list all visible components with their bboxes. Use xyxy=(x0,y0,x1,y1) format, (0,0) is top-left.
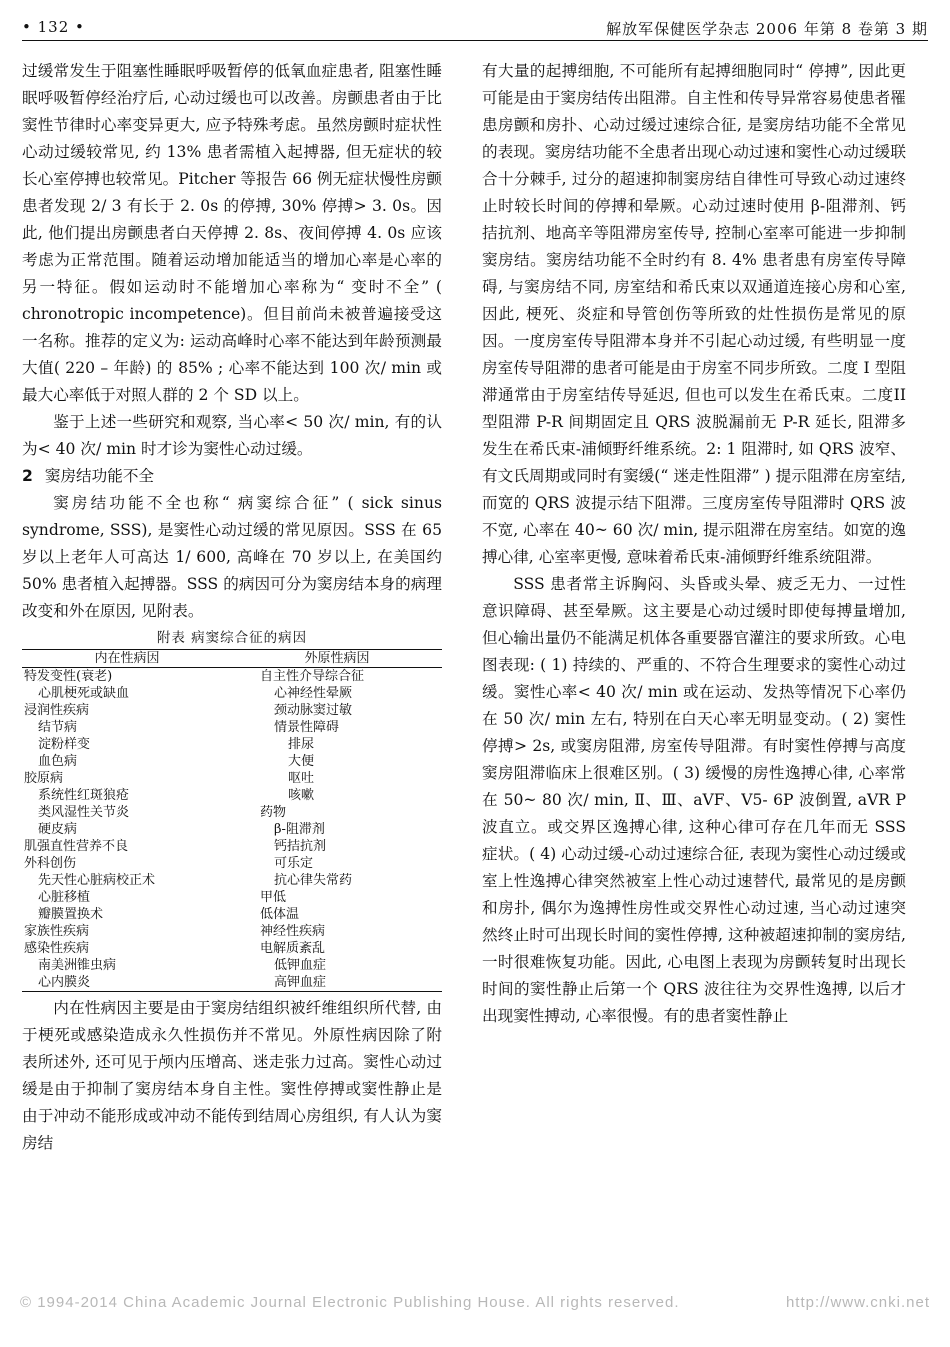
extrinsic-cell: 心神经性晕厥 xyxy=(274,686,353,701)
extrinsic-cell: 低钾血症 xyxy=(274,958,327,973)
extrinsic-cell: 低体温 xyxy=(260,907,300,922)
extrinsic-cell: 情景性障碍 xyxy=(274,720,340,735)
intrinsic-cell: 淀粉样变 xyxy=(38,737,91,752)
extrinsic-cell: 颈动脉窦过敏 xyxy=(274,703,353,718)
table-row xyxy=(22,940,442,957)
intrinsic-cell: 感染性疾病 xyxy=(24,941,90,956)
table-row xyxy=(22,702,442,719)
intrinsic-cell: 类风湿性关节炎 xyxy=(38,805,130,820)
intrinsic-cell: 瓣膜置换术 xyxy=(38,907,104,922)
section-title: 窦房结功能不全 xyxy=(44,467,155,485)
table-row xyxy=(22,957,442,974)
right-paragraph-1: 有大量的起搏细胞, 不可能所有起搏细胞同时“ 停搏”, 因此更可能是由于窦房结传出阻滞。自主性和传导异常容易使患者罹患房颤和房扑、心动过缓过速综合征, 是窦房结功能不全常见的表现。窦房结功能不全患者出现心动过速和窦性心动过缓联合十分棘手, 过分的超速抑制窦房结自律性可导致心动过速终止时较长时间的停搏和晕厥。心动过速时使用 β-阻滞剂、钙拮抗剂、地高辛等阻滞房室传导, 控制心室率可能进一步抑制窦房结。窦房结功能不全时约有 8. 4% 患者患有房室传导障碍, 与窦房结不同, 房室结和希氏束以双通道连接心房和心室, 因此, 梗死、炎症和导管创伤等所致的灶性损伤是常见的原因。一度房室传导阻滞本身并不引起心动过缓, 有些明显一度房室传导阻滞的患者可能是由于房室不同步所致。二度 I 型阻滞通常由于房室结传导延迟, 但也可以发生在希氏束。二度II型阻滞 P-R 间期固定且 QRS 波脱漏前无 P-R 延长, 阻滞多发生在希氏束-浦倾野纤维系统。2: 1 阻滞时, 如 QRS 波窄、有文氏周期或同时有窦缓(“ 迷走性阻滞” ) 提示阻滞在房室结, 而宽的 QRS 波提示结下阻滞。三度房室传导阻滞时 QRS 波不宽, 心率在 40~ 60 次/ min, 提示阻滞在房室结。如宽的逸搏心律, 心室率更慢, 意味着希氏束-浦倾野纤维系统阻滞。 xyxy=(482,62,906,566)
table-row xyxy=(22,787,442,804)
table-row xyxy=(22,923,442,940)
intrinsic-cell: 系统性红斑狼疮 xyxy=(38,788,130,803)
table-row xyxy=(22,719,442,736)
table-row xyxy=(22,736,442,753)
table-row xyxy=(22,685,442,702)
table-row xyxy=(22,804,442,821)
intrinsic-cell: 家族性疾病 xyxy=(24,924,90,939)
extrinsic-cell: 大便 xyxy=(288,754,315,769)
etiology-table xyxy=(22,649,442,992)
table-header-intrinsic: 内在性病因 xyxy=(22,650,232,668)
table-row xyxy=(22,753,442,770)
intrinsic-cell: 心内膜炎 xyxy=(22,974,232,992)
copyright-footer xyxy=(20,1294,930,1318)
extrinsic-cell: 自主性介导综合征 xyxy=(260,669,365,684)
table-row xyxy=(22,668,442,686)
intrinsic-cell: 外科创伤 xyxy=(24,856,77,871)
table-row xyxy=(22,974,442,992)
table-row xyxy=(22,770,442,787)
right-paragraph-2: SSS 患者常主诉胸闷、头昏或头晕、疲乏无力、一过性意识障碍、甚至晕厥。这主要是心动过缓时即使每搏量增加, 但心输出量仍不能满足机体各重要器官灌注的要求所致。心电图表现: ( 1) 持续的、严重的、不符合生理要求的窦性心动过缓。窦性心率< 40 次/ min 或在运动、发热等情况下心率仍在 50 次/ min 左右, 特别在白天心率无明显变动。( 2) 窦性停搏> 2s, 或窦房阻滞, 房室传导阻滞。有时窦性停搏与高度窦房阻滞临床上很难区别。( 3) 缓慢的房性逸搏心律, 心率常在 50~ 80 次/ min, Ⅱ、Ⅲ、aVF、V5- 6P 波倒置, aVR P 波直立。或交界区逸搏心律, 这种心律可存在几年而无 SSS 症状。( 4) 心动过缓-心动过速综合征, 表现为窦性心动过缓或室上性逸搏心律突然被室上性心动过速替代, 最常见的是房颤和房扑, 偶尔为逸搏性房性或交界性心动过速, 当心动过速突然终止时可出现长时间的窦性停搏, 这种被超速抑制的窦房结, 一时很难恢复功能。因此, 心电图上表现为房颤转复时出现长时间的窦性静止后第一个 QRS 波往往为交界性逸搏, 以后才出现窦性搏动, 心率很慢。有的患者窦性静止 xyxy=(482,575,906,1025)
table-caption: 附表 病窦综合征的病因 xyxy=(156,630,308,646)
section-heading-2 xyxy=(22,463,442,490)
copyright-text: © 1994-2014 China Academic Journal Electronic Publishing House. All rights reserved. xyxy=(20,1294,680,1311)
extrinsic-cell: 钙拮抗剂 xyxy=(274,839,327,854)
intrinsic-cell: 浸润性疾病 xyxy=(24,703,90,718)
table-row xyxy=(22,821,442,838)
left-paragraph-4: 内在性病因主要是由于窦房结组织被纤维组织所代替, 由于梗死或感染造成永久性损伤并不常见。外原性病因除了附表所述外, 还可见于颅内压增高、迷走张力过高。窦性心动过缓是由于抑制了窦房结本身自主性。窦性停搏或窦性静止是由于冲动不能形成或冲动不能传到结周心房组织, 有人认为窦房结 xyxy=(22,999,442,1152)
intrinsic-cell: 先天性心脏病校正术 xyxy=(38,873,156,888)
extrinsic-cell: 甲低 xyxy=(260,890,287,905)
intrinsic-cell: 胶原病 xyxy=(24,771,64,786)
intrinsic-cell: 血色病 xyxy=(38,754,78,769)
left-column xyxy=(22,58,442,1157)
intrinsic-cell: 硬皮病 xyxy=(38,822,78,837)
header-rule xyxy=(22,40,928,41)
extrinsic-cell: 药物 xyxy=(260,805,287,820)
extrinsic-cell: 咳嗽 xyxy=(288,788,315,803)
left-paragraph-3: 窦房结功能不全也称“ 病窦综合征” ( sick sinus syndrome, SSS), 是窦性心动过缓的常见原因。SSS 在 65 岁以上老年人可高达 1/ 600, 高峰在 70 岁以上, 在美国约 50% 患者植入起搏器。SSS 的病因可分为窦房结本身的病理改变和外在原因, 见附表。 xyxy=(22,494,442,620)
intrinsic-cell: 南美洲锥虫病 xyxy=(38,958,117,973)
left-paragraph-1: 过缓常发生于阻塞性睡眠呼吸暂停的低氧血症患者, 阻塞性睡眠呼吸暂停经治疗后, 心动过缓也可以改善。房颤患者由于比窦性节律时心率变异更大, 应予特殊考虑。虽然房颤时症状性心动过缓较常见, 约 13% 患者需植入起搏器, 但无症状的较长心室停搏也较常见。Pitcher 等报告 66 例无症状慢性房颤患者发现 2/ 3 有长于 2. 0s 的停搏, 30% 停搏> 3. 0s。因此, 他们提出房颤患者白天停搏 2. 8s、夜间停搏 4. 0s 应该考虑为正常范围。随着运动增加能适当的增加心率是心率的另一特征。假如运动时不能增加心率称为“ 变时不全” ( chronotropic incompetence)。但目前尚未被普遍接受这一名称。推荐的定义为: 运动高峰时心率不能达到年龄预测最大值( 220 – 年龄) 的 85% ; 心率不能达到 100 次/ min 或最大心率低于对照人群的 2 个 SD 以上。 xyxy=(22,62,442,404)
extrinsic-cell: β-阻滞剂 xyxy=(274,822,325,837)
journal-title: 解放军保健医学杂志 2006 年第 8 卷第 3 期 xyxy=(606,20,928,38)
table-header-extrinsic: 外原性病因 xyxy=(232,650,442,668)
extrinsic-cell: 抗心律失常药 xyxy=(274,873,353,888)
extrinsic-cell: 呕吐 xyxy=(288,771,315,786)
intrinsic-cell: 结节病 xyxy=(38,720,78,735)
table-row xyxy=(22,838,442,855)
extrinsic-cell: 可乐定 xyxy=(274,856,314,871)
table-row xyxy=(22,872,442,889)
intrinsic-cell: 心脏移植 xyxy=(38,890,91,905)
page-number: • 132 • xyxy=(22,18,85,36)
right-column xyxy=(482,58,906,1030)
section-number: 2 xyxy=(22,467,33,485)
intrinsic-cell: 心肌梗死或缺血 xyxy=(38,686,130,701)
intrinsic-cell: 肌强直性营养不良 xyxy=(24,839,129,854)
intrinsic-cell: 特发变性(衰老) xyxy=(24,669,113,684)
extrinsic-cell: 电解质紊乱 xyxy=(260,941,326,956)
extrinsic-cell: 高钾血症 xyxy=(232,974,442,992)
extrinsic-cell: 神经性疾病 xyxy=(260,924,326,939)
table-header-row xyxy=(22,650,442,668)
table-row xyxy=(22,906,442,923)
left-paragraph-2: 鉴于上述一些研究和观察, 当心率< 50 次/ min, 有的认为< 40 次/ min 时才诊为窦性心动过缓。 xyxy=(22,413,442,458)
table-row xyxy=(22,889,442,906)
cnki-url: http://www.cnki.net xyxy=(785,1294,930,1311)
table-row xyxy=(22,855,442,872)
extrinsic-cell: 排尿 xyxy=(288,737,315,752)
